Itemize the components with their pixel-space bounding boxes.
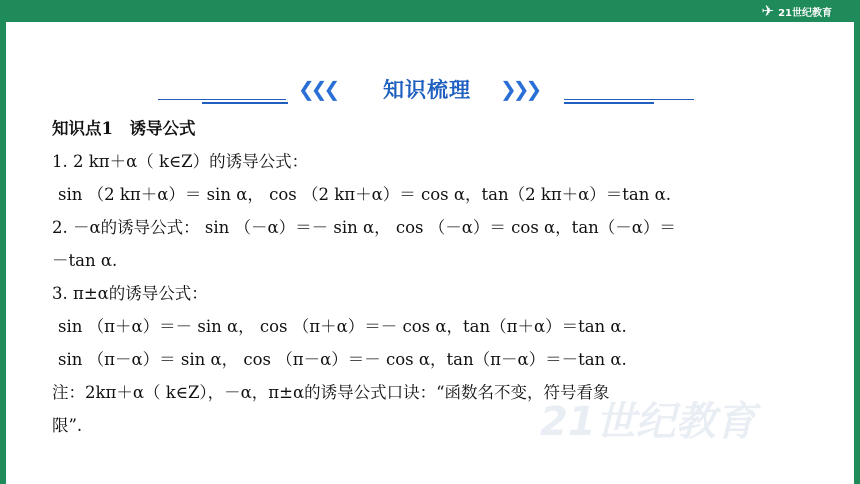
runner-icon: ✈ xyxy=(761,2,775,20)
formula-line: 2. －α的诱导公式： sin （－α）＝－ sin α， cos （－α）＝ cos α，tan（－α）＝ xyxy=(52,218,676,237)
chevron-right-icon: ❯❯❯ xyxy=(500,77,539,101)
left-border xyxy=(0,22,6,484)
chevron-left-icon: ❮❮❮ xyxy=(298,77,337,101)
brand-logo-text: 21世纪教育 xyxy=(778,7,832,19)
section-heading xyxy=(150,72,710,108)
formula-line: sin （2 kπ＋α）＝ sin α， cos （2 kπ＋α）＝ cos α，tan（2 kπ＋α）＝tan α. xyxy=(58,185,672,204)
divider-right-accent xyxy=(564,102,654,104)
formula-line: sin （π－α）＝ sin α， cos （π－α）＝－ cos α，tan（π－α）＝－tan α. xyxy=(58,350,627,369)
watermark-logo: 21世纪教育 xyxy=(540,399,756,445)
brand-logo xyxy=(762,1,833,21)
divider-right xyxy=(564,99,694,100)
divider-left xyxy=(158,99,286,100)
top-banner xyxy=(0,0,860,22)
divider-left-accent xyxy=(202,102,288,104)
knowledge-point-title: 知识点1 诱导公式 xyxy=(52,119,196,138)
formula-line: sin （π＋α）＝－ sin α， cos （π＋α）＝－ cos α，tan（π＋α）＝tan α. xyxy=(58,317,627,336)
note-line: 注：2kπ＋α（ k∈Z），－α，π±α的诱导公式口诀：“函数名不变，符号看象 xyxy=(52,383,610,402)
formula-line: 1. 2 kπ＋α（ k∈Z）的诱导公式： xyxy=(52,152,309,171)
section-title: 知识梳理 xyxy=(383,78,471,102)
right-border xyxy=(854,22,860,484)
formula-line: 3. π±α的诱导公式： xyxy=(52,284,208,303)
formula-line: －tan α. xyxy=(52,251,118,270)
note-line: 限”. xyxy=(52,416,83,435)
